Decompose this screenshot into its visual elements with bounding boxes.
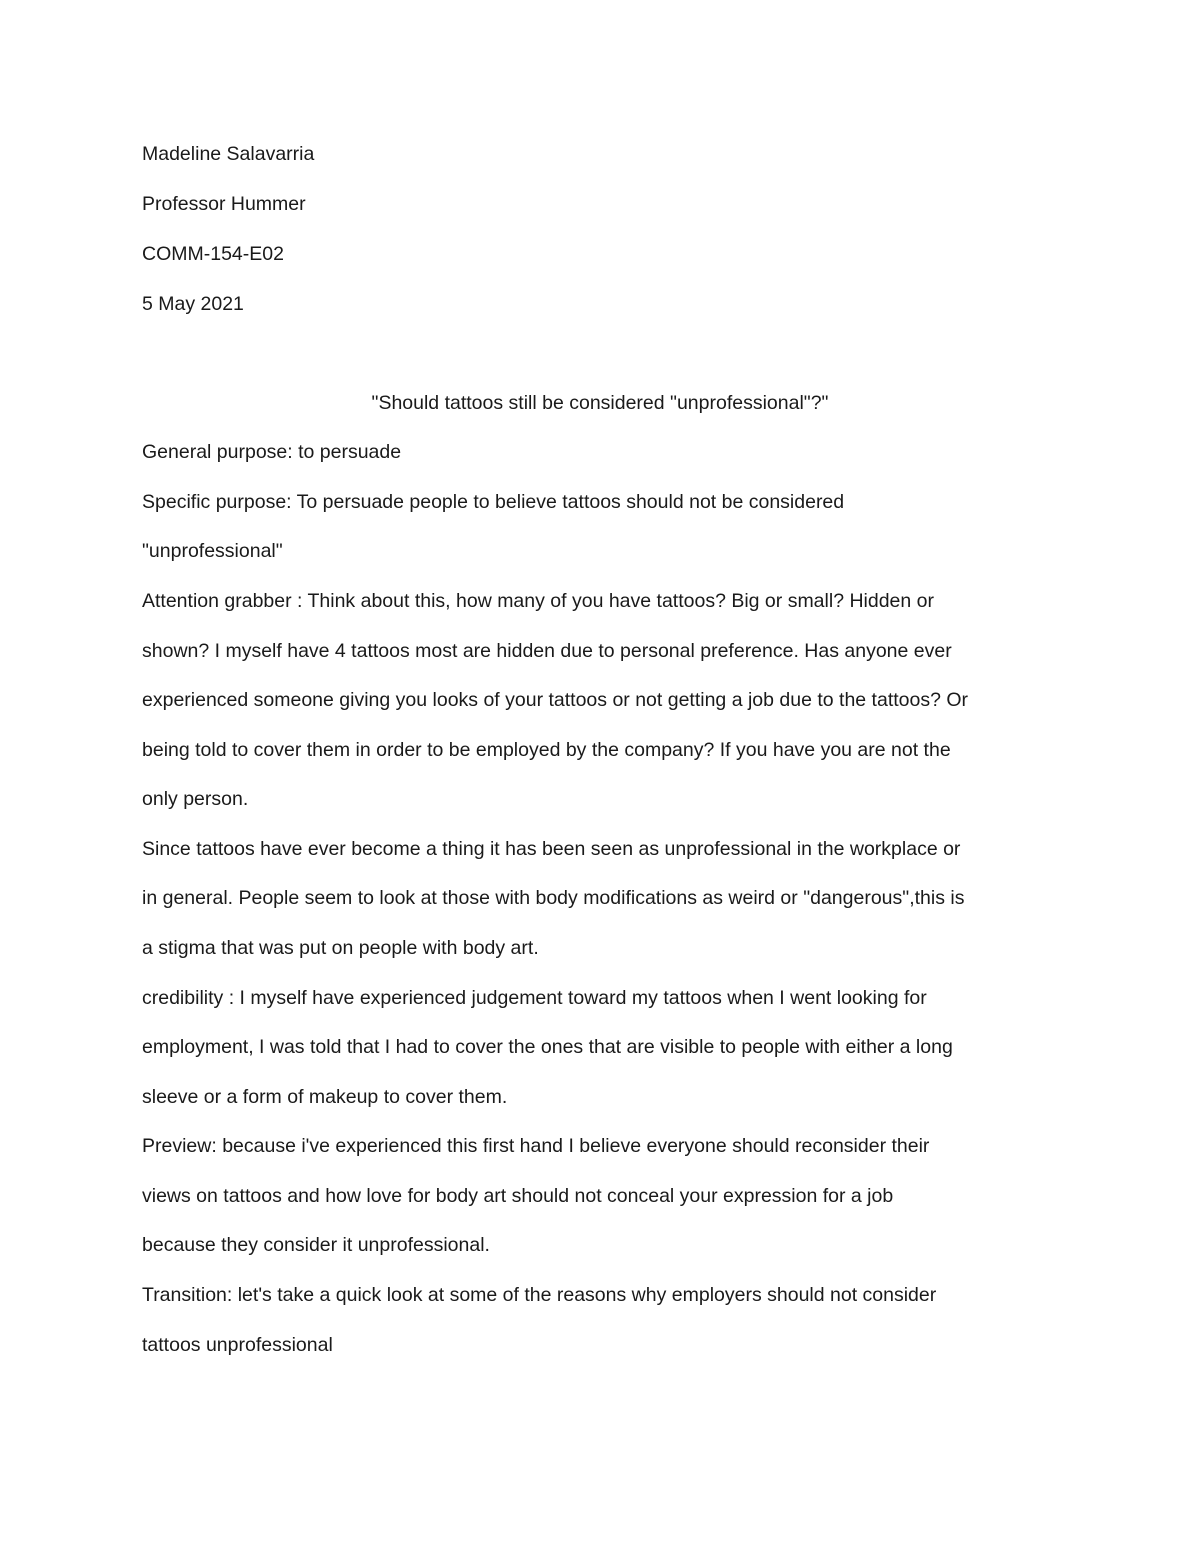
- body-line: "unprofessional": [142, 540, 283, 562]
- body-line: credibility : I myself have experienced judgement toward my tattoos when I went looking for: [142, 987, 927, 1009]
- body-line: Specific purpose: To persuade people to believe tattoos should not be considered: [142, 491, 845, 513]
- body-line: sleeve or a form of makeup to cover them.: [142, 1086, 508, 1108]
- body-line: General purpose: to persuade: [142, 441, 402, 463]
- document-title: "Should tattoos still be considered "unprofessional"?": [371, 392, 829, 414]
- document-date: 5 May 2021: [142, 293, 244, 315]
- course-code: COMM-154-E02: [142, 243, 284, 265]
- body-line: in general. People seem to look at those with body modifications as weird or "dangerous",this is: [142, 887, 965, 909]
- professor-name: Professor Hummer: [142, 193, 306, 215]
- body-line: Attention grabber : Think about this, how many of you have tattoos? Big or small? Hidden or: [142, 590, 935, 612]
- body-line: being told to cover them in order to be employed by the company? If you have you are not the: [142, 739, 951, 761]
- body-line: only person.: [142, 788, 249, 810]
- body-line: views on tattoos and how love for body art should not conceal your expression for a job: [142, 1185, 894, 1207]
- body-line: employment, I was told that I had to cover the ones that are visible to people with either a long: [142, 1036, 953, 1058]
- body-line: Transition: let's take a quick look at some of the reasons why employers should not consider: [142, 1284, 937, 1306]
- body-line: shown? I myself have 4 tattoos most are hidden due to personal preference. Has anyone ever: [142, 640, 952, 662]
- body-line: Since tattoos have ever become a thing it has been seen as unprofessional in the workplace or: [142, 838, 961, 860]
- author-name: Madeline Salavarria: [142, 143, 315, 165]
- body-line: because they consider it unprofessional.: [142, 1234, 490, 1256]
- body-line: Preview: because i've experienced this first hand I believe everyone should reconsider their: [142, 1135, 930, 1157]
- body-line: experienced someone giving you looks of your tattoos or not getting a job due to the tattoos? Or: [142, 689, 969, 711]
- body-line: tattoos unprofessional: [142, 1334, 333, 1356]
- body-line: a stigma that was put on people with body art.: [142, 937, 539, 959]
